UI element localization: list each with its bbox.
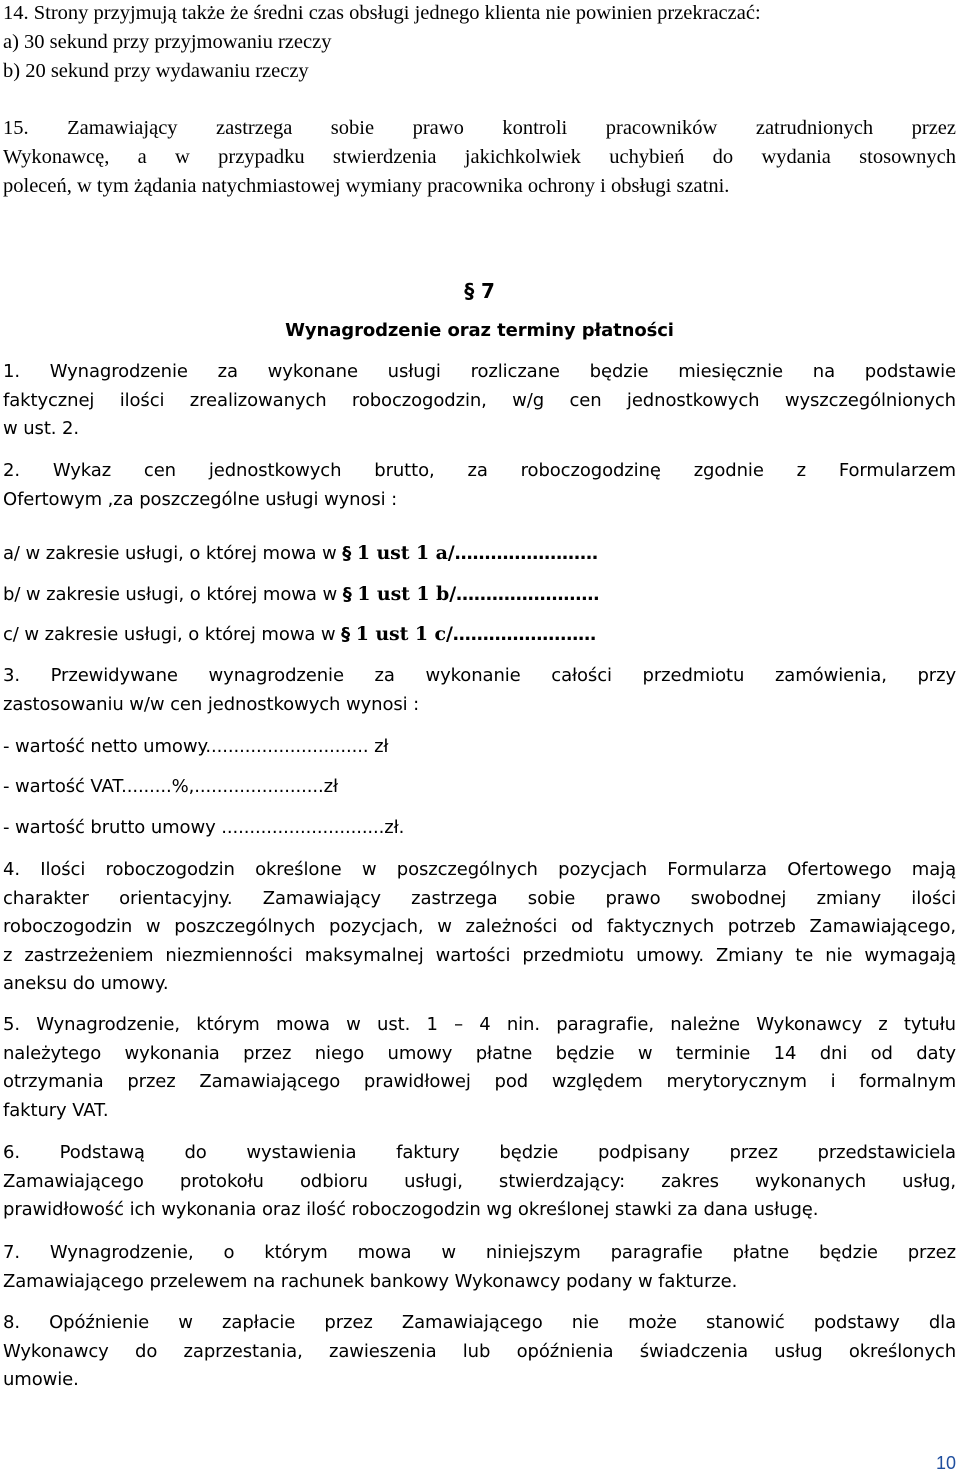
section-sign: § (464, 279, 475, 303)
paragraph-5-line: należytego wykonania przez niego umowy płatne będzie w terminie 14 dni od daty (3, 1042, 956, 1064)
paragraph-8 (3, 1309, 956, 1395)
paragraph-2-line: 2. Wykaz cen jednostkowych brutto, za roboczogodzinę zgodnie z Formularzem (3, 460, 956, 481)
clause-reference: 1 ust 1 a/ (356, 542, 455, 564)
paragraph-4-line: roboczogodzin w poszczególnych pozycjach, w zależności od faktycznych potrzeb Zamawiającego, (3, 916, 956, 937)
paragraph-4-line: 4. Ilości roboczogodzin określone w poszczególnych pozycjach Formularza Ofertowego mają (3, 859, 956, 880)
paragraph-7-line: Zamawiającego przelewem na rachunek bankowy Wykonawcy podany w fakturze. (3, 1270, 738, 1292)
paragraph-6-line: prawidłowość ich wykonania oraz ilość roboczogodzin wg określonej stawki za dana usługę. (3, 1199, 819, 1220)
paragraph-6-line: 6. Podstawą do wystawienia faktury będzie podpisany przez przedstawiciela (3, 1142, 956, 1163)
paragraph-5 (3, 1011, 956, 1125)
paragraph-4-line: charakter orientacyjny. Zamawiający zastrzega sobie prawo swobodnej zmiany ilości (3, 887, 956, 909)
fill-in-dots: …………………… (452, 624, 596, 645)
paragraph-8-line: 8. Opóźnienie w zapłacie przez Zamawiającego nie może stanowić podstawy dla (3, 1312, 956, 1333)
section-number (3, 277, 956, 306)
clause-reference: 1 ust 1 b/ (357, 583, 457, 605)
paragraph-1-line: 1. Wynagrodzenie za wykonane usługi rozliczane będzie miesięcznie na podstawie (3, 361, 956, 382)
value-netto: - wartość netto umowy............................. zł (3, 736, 389, 757)
paragraph-8-line: Wykonawcy do zaprzestania, zawieszenia lub opóźnienia świadczenia usług określonych (3, 1340, 956, 1362)
section-title: Wynagrodzenie oraz terminy płatności (285, 320, 674, 341)
clause-reference: 1 ust 1 c/ (355, 623, 453, 645)
paragraph-2 (3, 457, 956, 514)
paragraph-4-line: z zastrzeżeniem niezmienności maksymalnej wartości przedmiotu umowy. Zmiany te nie wymagają (3, 944, 956, 966)
clause-15-line: 15. Zamawiający zastrzega sobie prawo kontroli pracowników zatrudnionych przez (3, 117, 956, 139)
paragraph-5-line: otrzymania przez Zamawiającego prawidłowej pod względem merytorycznym i formalnym (3, 1071, 956, 1092)
clause-15 (3, 114, 956, 201)
paragraph-1-line: faktycznej ilości zrealizowanych roboczogodzin, w/g cen jednostkowych wyszczególnionych (3, 389, 956, 411)
paragraph-6 (3, 1139, 956, 1225)
paragraph-8-line: umowie. (3, 1369, 79, 1390)
clause-15-line: poleceń, w tym żądania natychmiastowej wymiany pracownika ochrony i obsługi szatni. (3, 175, 730, 197)
paragraph-1-line: w ust. 2. (3, 418, 80, 439)
fill-in-dots: …………………… (456, 584, 600, 605)
paragraph-4-line: aneksu do umowy. (3, 973, 169, 994)
value-brutto: - wartość brutto umowy .............................zł. (3, 817, 405, 838)
paragraph-3 (3, 662, 956, 719)
paragraph-3-line: 3. Przewidywane wynagrodzenie za wykonanie całości przedmiotu zamówienia, przy (3, 665, 956, 686)
section-sign: § (341, 624, 351, 645)
price-item-c: c/ w zakresie usługi, o której mowa w § 1 ust 1 c/…………………… (3, 623, 596, 645)
clause-14 (3, 0, 956, 86)
clause-14-option-b: b) 20 sekund przy wydawaniu rzeczy (3, 60, 309, 82)
clause-14-option-a: a) 30 sekund przy przyjmowaniu rzeczy (3, 31, 332, 53)
paragraph-1 (3, 358, 956, 444)
paragraph-5-line: faktury VAT. (3, 1099, 109, 1121)
paragraph-7 (3, 1239, 956, 1296)
price-item-b: b/ w zakresie usługi, o której mowa w § 1 ust 1 b/…………………… (3, 583, 600, 605)
fill-in-dots: …………………… (454, 543, 598, 564)
page-number: 10 (935, 1453, 956, 1473)
paragraph-5-line: 5. Wynagrodzenie, którym mowa w ust. 1 – 4 nin. paragrafie, należne Wykonawcy z tytułu (3, 1014, 956, 1035)
section-sign: § (342, 543, 352, 564)
clause-14-line: 14. Strony przyjmują także że średni czas obsługi jednego klienta nie powinien przekraczać: (3, 2, 761, 24)
paragraph-7-line: 7. Wynagrodzenie, o którym mowa w niniejszym paragrafie płatne będzie przez (3, 1242, 956, 1263)
clause-15-line: Wykonawcę, a w przypadku stwierdzenia jakichkolwiek uchybień do wydania stosownych (3, 146, 956, 168)
value-vat: - wartość VAT.........%,.......................zł (3, 776, 338, 797)
section-number-value: 7 (480, 279, 495, 303)
paragraph-4 (3, 856, 956, 999)
price-item-a: a/ w zakresie usługi, o której mowa w § 1 ust 1 a/…………………… (3, 542, 598, 564)
paragraph-6-line: Zamawiającego protokołu odbioru usługi, stwierdzający: zakres wykonanych usług, (3, 1170, 956, 1192)
section-sign: § (342, 584, 352, 605)
paragraph-3-line: zastosowaniu w/w cen jednostkowych wynosi : (3, 693, 420, 715)
paragraph-2-line: Ofertowym ,za poszczególne usługi wynosi : (3, 488, 398, 510)
